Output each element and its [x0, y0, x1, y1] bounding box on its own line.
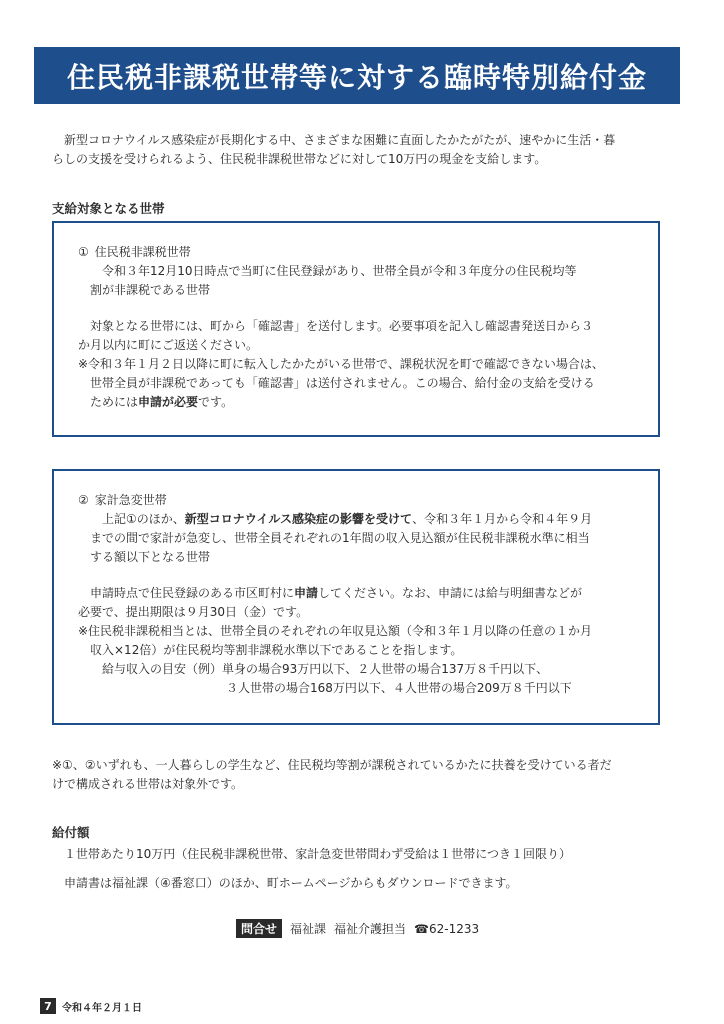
issue-date: 令和４年２月１日 — [62, 1002, 142, 1014]
box2-para-line-1 — [78, 584, 634, 603]
contact-badge: 問合せ — [236, 919, 282, 938]
contact-section: 福祉介護担当 — [334, 922, 407, 936]
box2-para-line-2: 必要で、提出期限は９月30日（金）です。 — [78, 605, 309, 619]
box1-note-line-2: 世帯全員が非課税であっても「確認書」は送付されません。この場合、給付金の支給を受ける — [90, 376, 595, 390]
box1-note3-post: です。 — [198, 395, 234, 409]
box1-note3-bold: 申請が必要 — [138, 395, 199, 409]
box2-desc-line-2: までの間で家計が急変し、世帯全員それぞれの1年間の収入見込額が住民税非課税水準に相当 — [90, 531, 590, 545]
box2-item-number: ② — [78, 493, 89, 507]
box-sudden-income-change-households — [52, 469, 660, 725]
box2-note-line-2: 収入×12倍）が住民税均等割非課税水準以下であることを指します。 — [90, 643, 463, 657]
box2-note-line-4: ３人世帯の場合168万円以下、４人世帯の場合209万８千円以下 — [226, 681, 572, 695]
page-footer — [40, 998, 142, 1014]
box1-desc-line-1: 令和３年12月10日時点で当町に住民登録があり、世帯全員が令和３年度分の住民税均等 — [102, 264, 577, 278]
form-download-text: 申請書は福祉課（④番窓口）のほか、町ホームページからもダウンロードできます。 — [64, 876, 518, 890]
eligible-households-heading: 支給対象となる世帯 — [52, 201, 165, 216]
contact-info — [236, 919, 479, 938]
page-number: 7 — [40, 998, 56, 1014]
box2-desc-line-3: する額以下となる世帯 — [90, 550, 211, 564]
box1-desc-line-2: 割が非課税である世帯 — [90, 283, 211, 297]
box1-para-line-1: 対象となる世帯には、町から「確認書」を送付します。必要事項を記入し確認書発送日から３ — [90, 319, 594, 333]
box1-item-title-row — [78, 243, 634, 262]
exclusion-note — [52, 756, 668, 794]
page-title: 住民税非課税世帯等に対する臨時特別給付金 — [66, 60, 647, 94]
page-title-banner — [34, 47, 680, 104]
box2-desc1-pre: 上記①のほか、 — [102, 512, 185, 526]
phone-icon: ☎ — [414, 921, 429, 936]
intro-line-2: らしの支援を受けられるよう、住民税非課税世帯などに対して10万円の現金を支給します。 — [52, 152, 547, 166]
box1-note-line-3 — [78, 393, 634, 412]
box2-desc-line-1 — [78, 510, 634, 529]
box2-item-title: 家計急変世帯 — [94, 493, 167, 507]
box2-item-title-row — [78, 491, 634, 510]
box2-desc1-bold: 新型コロナウイルス感染症の影響を受けて — [184, 512, 413, 526]
benefit-amount-text: １世帯あたり10万円（住民税非課税世帯、家計急変世帯問わず受給は１世帯につき１回限り） — [64, 847, 572, 861]
box2-desc1-post: 、令和３年１月から令和４年９月 — [412, 512, 593, 526]
intro-paragraph — [52, 131, 664, 169]
box1-item-number: ① — [78, 245, 89, 259]
box2-note-line-3: 給与収入の目安（例）単身の場合93万円以下、２人世帯の場合137万８千円以下、 — [102, 662, 549, 676]
box1-note3-pre: ためには — [90, 395, 139, 409]
box1-note-line-1: ※令和３年１月２日以降に町に転入したかたがいる世帯で、課税状況を町で確認できない場合は、 — [78, 357, 604, 371]
box2-note-line-1: ※住民税非課税相当とは、世帯全員のそれぞれの年収見込額（令和３年１月以降の任意の１か月 — [78, 624, 593, 638]
exclusion-note-line-1: ※①、②いずれも、一人暮らしの学生など、住民税均等割が課税されているかたに扶養を受けている者だ — [52, 758, 612, 772]
box1-item-title: 住民税非課税世帯 — [94, 245, 191, 259]
contact-phone-number: 62-1233 — [429, 921, 480, 936]
intro-line-1: 新型コロナウイルス感染症が長期化する中、さまざまな困難に直面したかたがたが、速やかに生活・暮 — [64, 133, 616, 147]
exclusion-note-line-2: けで構成される世帯は対象外です。 — [52, 777, 244, 791]
box-non-taxable-households — [52, 221, 660, 437]
contact-department: 福祉課 — [290, 922, 327, 936]
contact-phone — [414, 922, 479, 936]
box1-para-line-2: か月以内に町にご返送ください。 — [78, 338, 259, 352]
box2-para1-bold: 申請 — [294, 586, 319, 600]
box2-para1-pre: 申請時点で住民登録のある市区町村に — [90, 586, 295, 600]
box2-para1-post: してください。なお、申請には給与明細書などが — [318, 586, 583, 600]
benefit-amount-heading: 給付額 — [52, 825, 90, 840]
